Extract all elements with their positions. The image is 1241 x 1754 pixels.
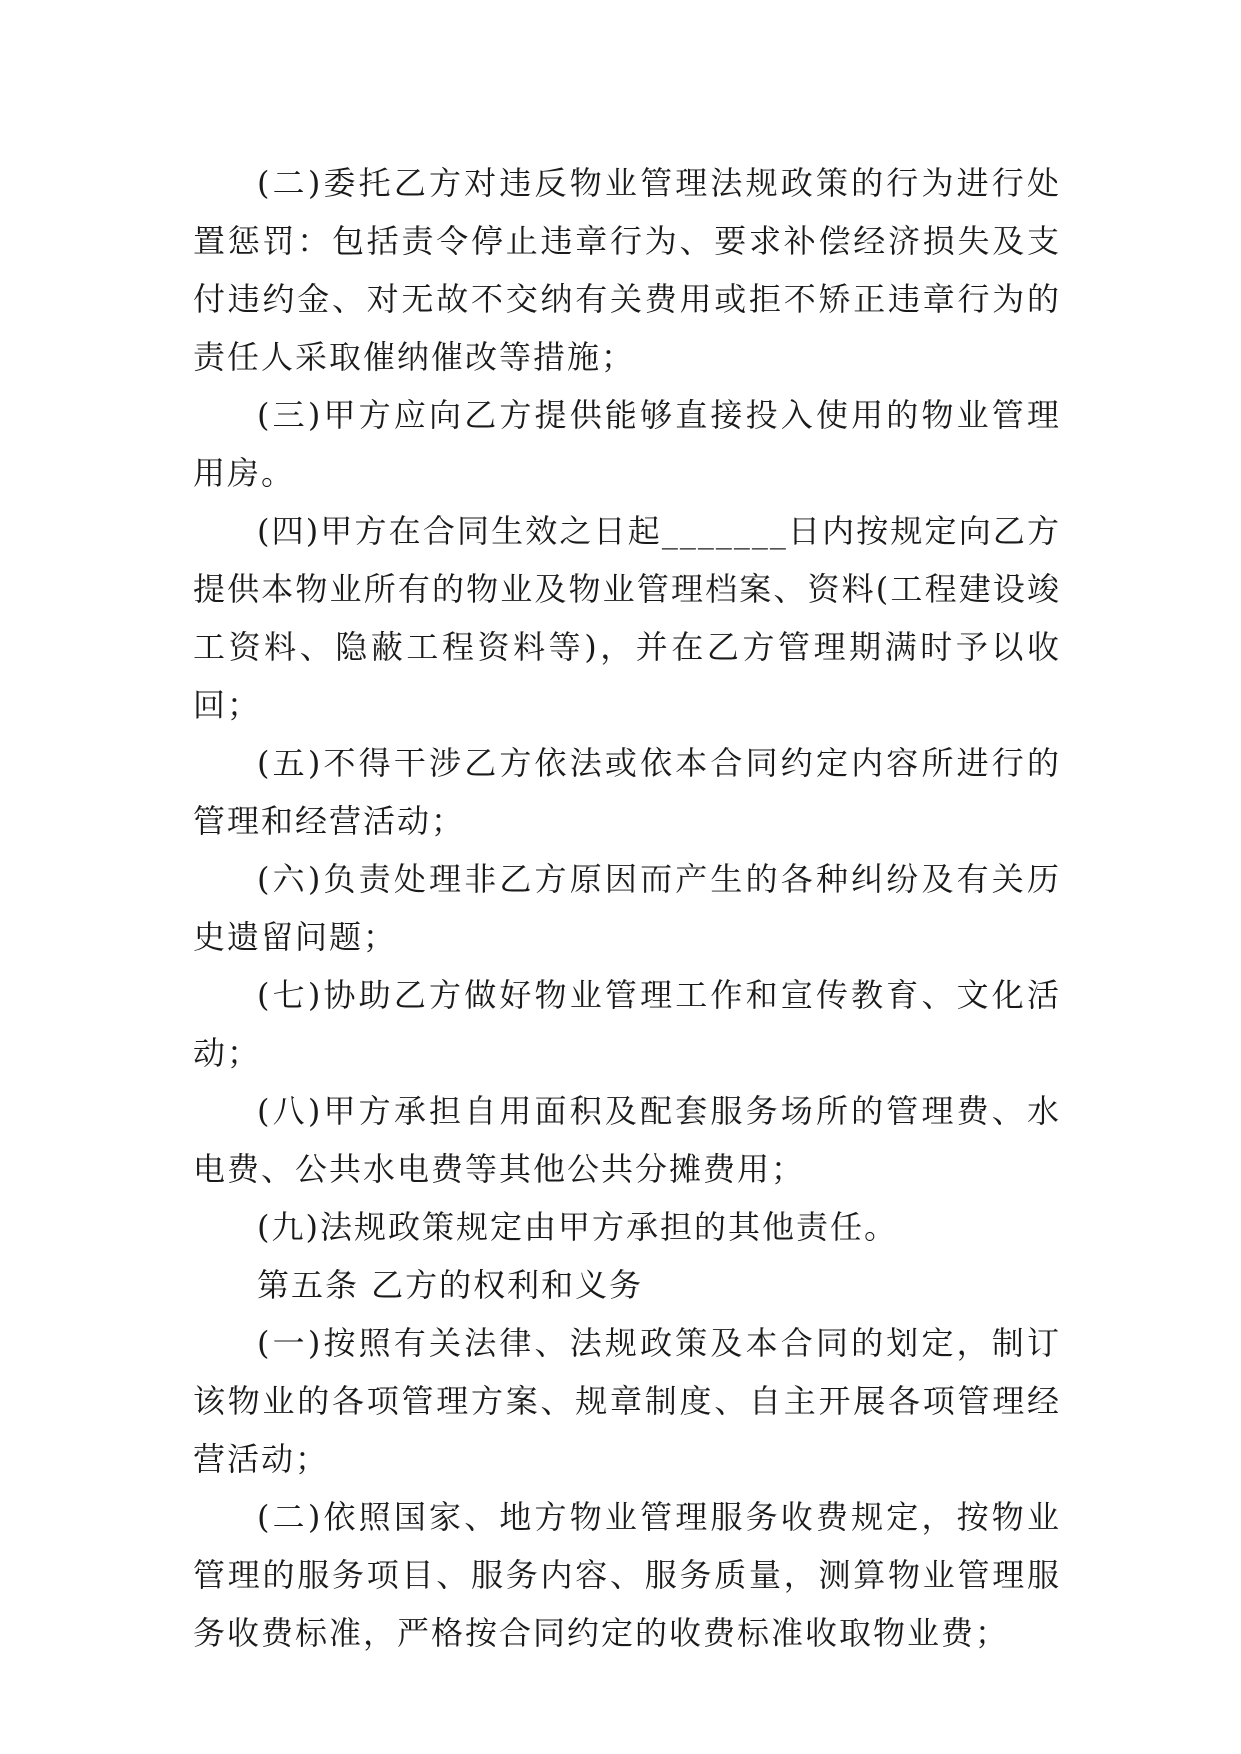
document-body (193, 154, 1061, 1662)
paragraph-assist: (七)协助乙方做好物业管理工作和宣传教育、文化活动； (193, 976, 1061, 1072)
paragraph-fees: (八)甲方承担自用面积及配套服务场所的管理费、水电费、公共水电费等其他公共分摊费用； (193, 1092, 1061, 1188)
paragraph-other-duties: (九)法规政策规定由甲方承担的其他责任。 (257, 1208, 898, 1246)
paragraph-disputes: (六)负责处理非乙方原因而产生的各种纠纷及有关历史遗留问题； (193, 860, 1061, 956)
paragraph-management-room: (三)甲方应向乙方提供能够直接投入使用的物业管理用房。 (193, 396, 1061, 492)
section-heading-article-5: 第五条 乙方的权利和义务 (257, 1266, 644, 1304)
paragraph-management-plans: (一)按照有关法律、法规政策及本合同的划定，制订该物业的各项管理方案、规章制度、自主开展各项管理经营活动； (193, 1324, 1061, 1478)
paragraph-no-interference: (五)不得干涉乙方依法或依本合同约定内容所进行的管理和经营活动； (193, 744, 1061, 840)
paragraph-fee-standards: (二)依照国家、地方物业管理服务收费规定，按物业管理的服务项目、服务内容、服务质量，测算物业管理服务收费标准，严格按合同约定的收费标准收取物业费； (193, 1498, 1061, 1652)
paragraph-archives: (四)甲方在合同生效之日起_______日内按规定向乙方提供本物业所有的物业及物业管理档案、资料(工程建设竣工资料、隐蔽工程资料等)，并在乙方管理期满时予以收回； (193, 512, 1061, 724)
paragraph-entrust-penalty: (二)委托乙方对违反物业管理法规政策的行为进行处置惩罚：包括责令停止违章行为、要求补偿经济损失及支付违约金、对无故不交纳有关费用或拒不矫正违章行为的责任人采取催纳催改等措施； (193, 164, 1061, 376)
